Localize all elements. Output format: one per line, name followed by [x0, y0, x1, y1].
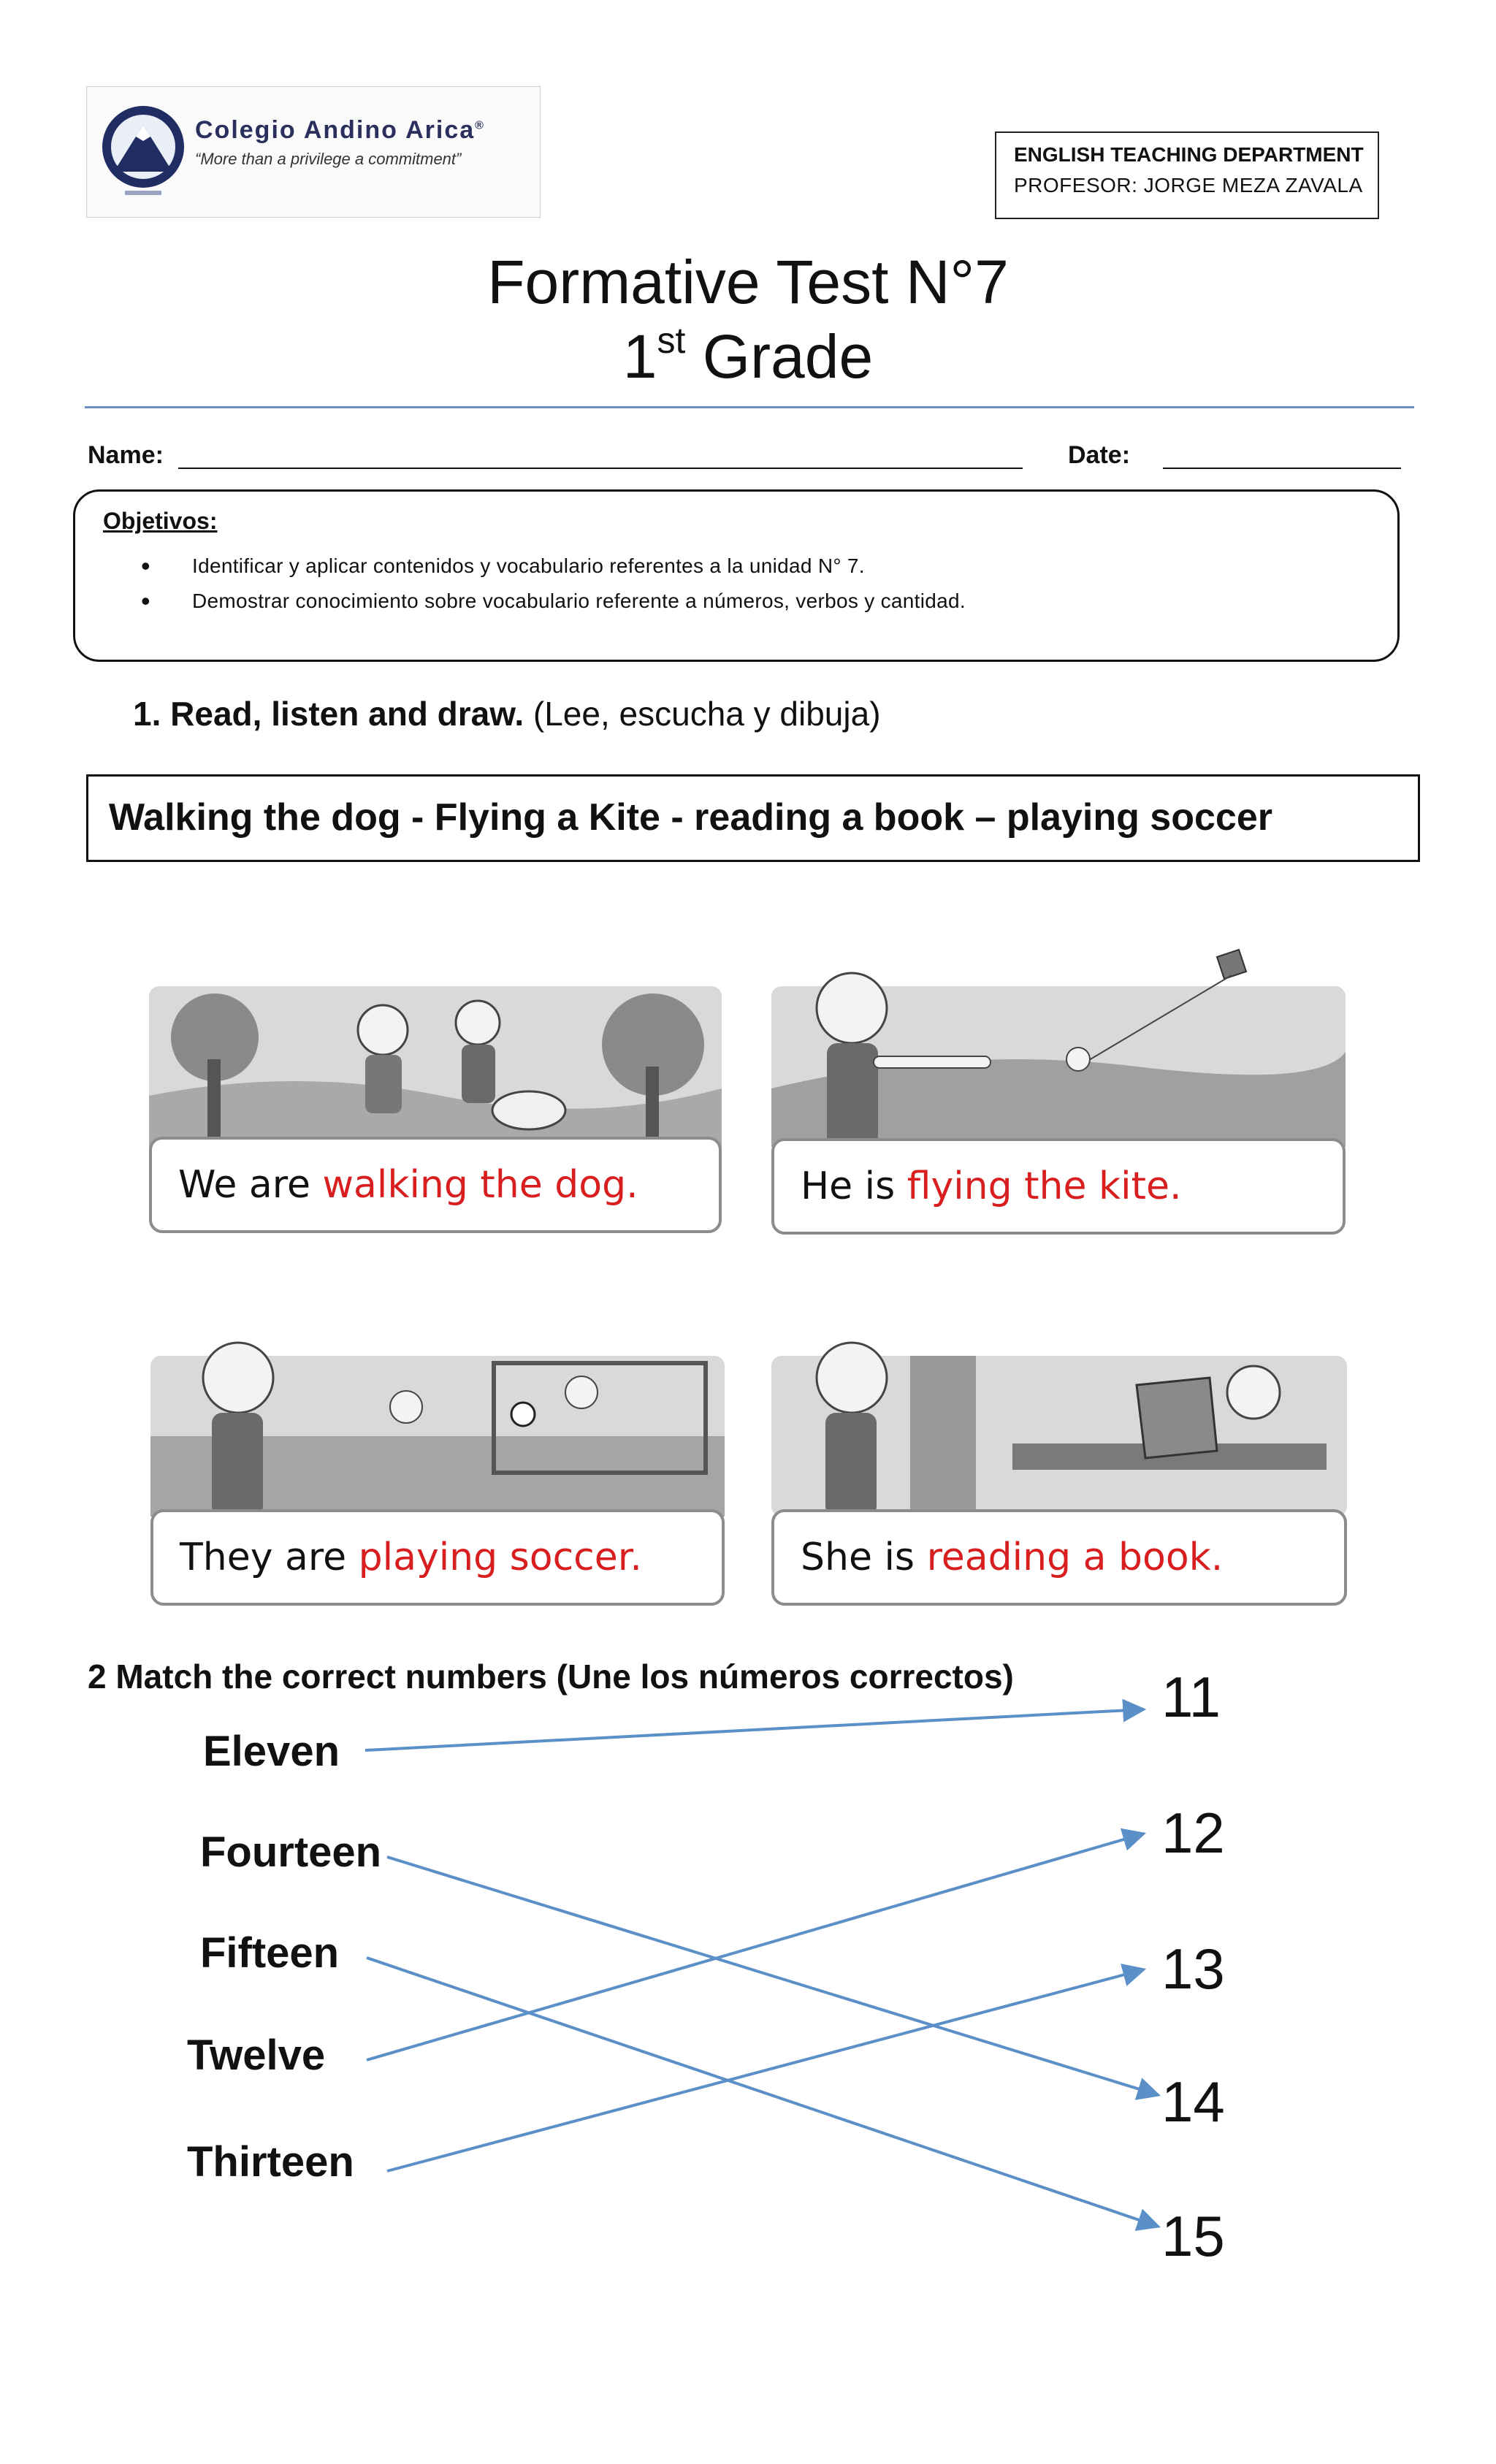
- objectives-title: Objetivos:: [103, 508, 218, 534]
- number-11[interactable]: 11: [1161, 1665, 1221, 1729]
- number-14[interactable]: 14: [1161, 2070, 1225, 2134]
- caption-reading: She is reading a book.: [771, 1509, 1347, 1606]
- section-2-heading: 2 Match the correct numbers (Une los números correctos): [88, 1658, 1014, 1696]
- caption-kite: He is flying the kite.: [771, 1138, 1346, 1235]
- match-line-fourteen-14[interactable]: [387, 1857, 1159, 2095]
- match-line-thirteen-13[interactable]: [387, 1969, 1144, 2171]
- objective-item: • Demostrar conocimiento sobre vocabulario referente a números, verbos y cantidad.: [141, 584, 966, 619]
- word-twelve[interactable]: Twelve: [187, 2032, 326, 2079]
- section-1-heading: 1. Read, listen and draw. (Lee, escucha y dibuja): [133, 695, 881, 733]
- caption-soccer: They are playing soccer.: [150, 1509, 725, 1606]
- word-fourteen[interactable]: Fourteen: [200, 1828, 382, 1876]
- word-eleven[interactable]: Eleven: [203, 1728, 340, 1775]
- teacher-name: PROFESOR: JORGE MEZA ZAVALA: [1014, 174, 1363, 197]
- school-name: Colegio Andino Arica®: [195, 116, 485, 144]
- name-label: Name:: [88, 441, 164, 469]
- number-12[interactable]: 12: [1161, 1801, 1225, 1865]
- number-13[interactable]: 13: [1161, 1937, 1225, 2001]
- department-name: ENGLISH TEACHING DEPARTMENT: [1014, 143, 1364, 166]
- number-15[interactable]: 15: [1161, 2204, 1225, 2268]
- test-title: Formative Test N°7: [487, 248, 1009, 316]
- word-thirteen[interactable]: Thirteen: [187, 2138, 354, 2186]
- match-line-eleven-11[interactable]: [365, 1709, 1144, 1750]
- caption-walking: We are walking the dog.: [149, 1137, 722, 1233]
- match-line-twelve-12[interactable]: [367, 1834, 1144, 2060]
- grade-title: 1st Grade: [622, 320, 874, 391]
- date-label: Date:: [1068, 441, 1131, 469]
- objective-item: • Identificar y aplicar contenidos y vocabulario referentes a la unidad N° 7.: [141, 549, 966, 584]
- word-fifteen[interactable]: Fifteen: [200, 1929, 340, 1977]
- word-bank: Walking the dog - Flying a Kite - reading a book – playing soccer: [86, 774, 1420, 862]
- school-motto: “More than a privilege a commitment”: [195, 150, 462, 168]
